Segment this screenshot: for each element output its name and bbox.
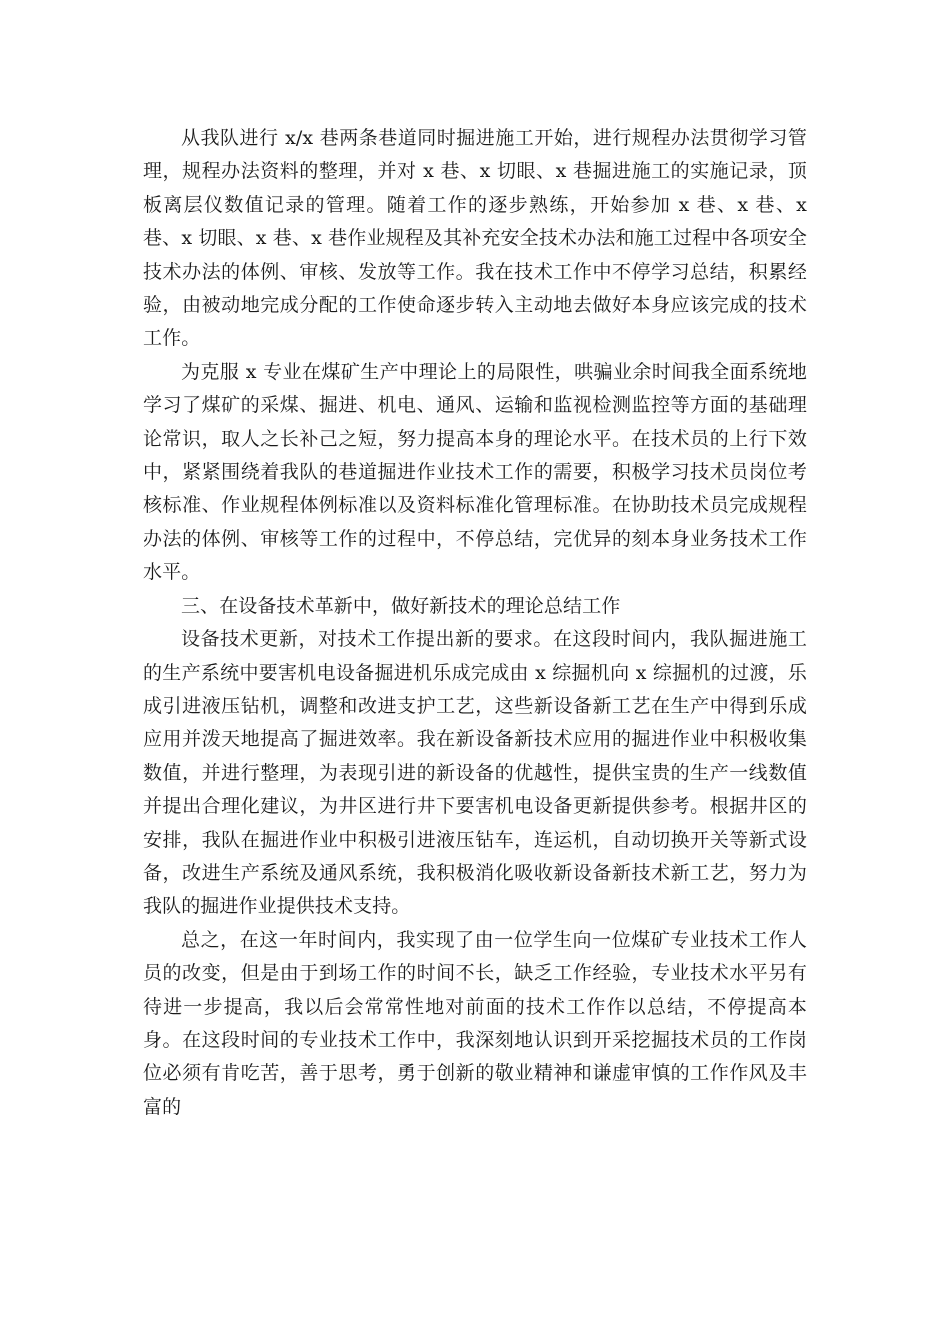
document-body bbox=[143, 122, 807, 1124]
paragraph-4: 总之，在这一年时间内，我实现了由一位学生向一位煤矿专业技术工作人员的改变，但是由于到场工作的时间不长，缺乏工作经验，专业技术水平另有待进一步提高，我以后会常常性地对前面的技术工作作以总结，不停提高本身。在这段时间的专业技术工作中，我深刻地认识到开采挖掘技术员的工作岗位必须有肯吃苦，善于思考，勇于创新的敬业精神和谦虚审慎的工作作风及丰富的 bbox=[143, 928, 807, 1118]
paragraph-3: 设备技术更新，对技术工作提出新的要求。在这段时间内，我队掘进施工的生产系统中要害机电设备掘进机乐成完成由 x 综掘机向 x 综掘机的过渡，乐成引进液压钻机，调整和改进支护工艺，这些新设备新工艺在生产中得到乐成应用并泼天地提高了掘进效率。我在新设备新技术应用的掘进作业中积极收集数值，并进行整理，为表现引进的新设备的优越性，提供宝贵的生产一线数值并提出合理化建议，为井区进行井下要害机电设备更新提供参考。根据井区的安排，我队在掘进作业中积极引进液压钻车，连运机，自动切换开关等新式设备，改进生产系统及通风系统，我积极消化吸收新设备新技术新工艺，努力为我队的掘进作业提供技术支持。 bbox=[143, 628, 807, 918]
section-heading: 三、在设备技术革新中，做好新技术的理论总结工作 bbox=[181, 594, 621, 617]
paragraph-2: 为克服 x 专业在煤矿生产中理论上的局限性，哄骗业余时间我全面系统地学习了煤矿的采煤、掘进、机电、通风、运输和监视检测监控等方面的基础理论常识，取人之长补己之短，努力提高本身的理论水平。在技术员的上行下效中，紧紧围绕着我队的巷道掘进作业技术工作的需要，积极学习技术员岗位考核标准、作业规程体例标准以及资料标准化管理标准。在协助技术员完成规程办法的体例、审核等工作的过程中，不停总结，完优异的刻本身业务技术工作水平。 bbox=[143, 360, 807, 584]
paragraph-1: 从我队进行 x/x 巷两条巷道同时掘进施工开始，进行规程办法贯彻学习管理，规程办法资料的整理，并对 x 巷、x 切眼、x 巷掘进施工的实施记录，顶板离层仪数值记录的管理。随着工作的逐步熟练，开始参加 x 巷、x 巷、x 巷、x 切眼、x 巷、x 巷作业规程及其补充安全技术办法和施工过程中各项安全技术办法的体例、审核、发放等工作。我在技术工作中不停学习总结，积累经验，由被动地完成分配的工作使命逐步转入主动地去做好本身应该完成的技术工作。 bbox=[143, 127, 807, 350]
